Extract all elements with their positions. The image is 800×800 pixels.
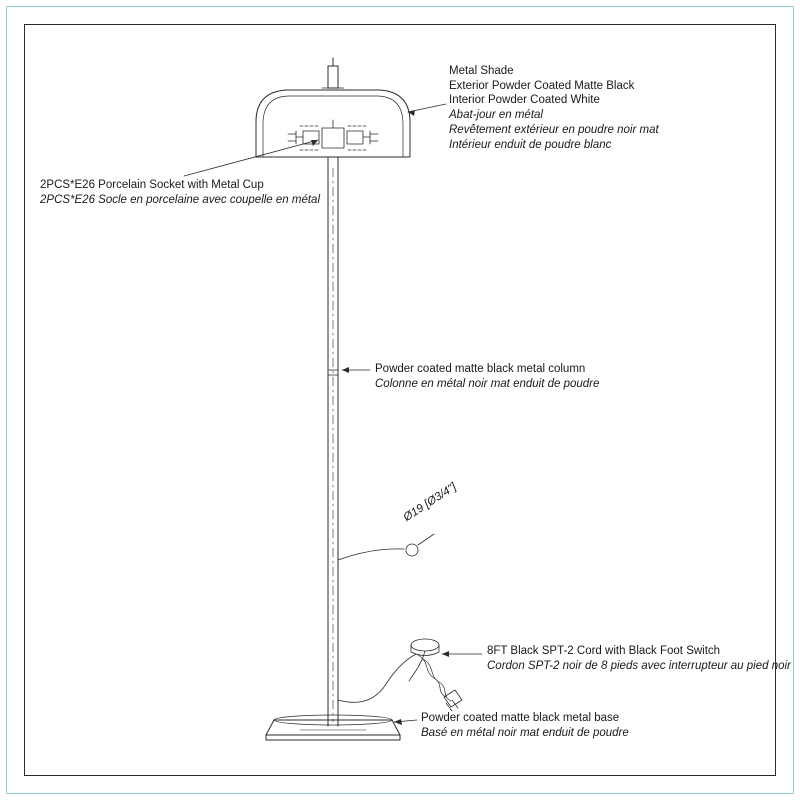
dimension-label-diameter: Ø19 [Ø3/4"] <box>401 481 459 524</box>
power-cord <box>338 544 462 711</box>
callout-shade-fr-1: Abat-jour en métal <box>449 109 543 122</box>
callout-socket <box>40 178 320 207</box>
shade-finial <box>328 58 338 88</box>
callout-shade-en-1: Metal Shade <box>449 65 514 77</box>
callout-shade-fr-3: Intérieur enduit de poudre blanc <box>449 138 612 151</box>
callout-column <box>375 362 599 391</box>
callout-metal-shade <box>449 64 659 152</box>
callout-column-fr-1: Colonne en métal noir mat enduit de poudre <box>375 377 600 390</box>
metal-column <box>328 157 338 726</box>
socket-assembly <box>288 120 378 150</box>
callout-cord-fr-1: Cordon SPT-2 noir de 8 pieds avec interrupteur au pied noir <box>487 659 791 672</box>
callout-shade-fr-2: Revêtement extérieur en poudre noir mat <box>449 123 659 136</box>
callout-shade-en-3: Interior Powder Coated White <box>449 94 600 107</box>
callout-cord <box>487 644 791 673</box>
callout-base <box>421 711 629 740</box>
callout-socket-en-1: 2PCS*E26 Porcelain Socket with Metal Cup <box>40 179 264 191</box>
callout-base-en-1: Powder coated matte black metal base <box>421 712 620 724</box>
callout-shade-en-2: Exterior Powder Coated Matte Black <box>449 79 635 92</box>
callout-socket-fr-1: 2PCS*E26 Socle en porcelaine avec coupelle en métal <box>40 193 321 206</box>
callout-base-fr-1: Basé en métal noir mat enduit de poudre <box>421 726 629 739</box>
callout-cord-en-1: 8FT Black SPT-2 Cord with Black Foot Switch <box>487 645 721 657</box>
callout-column-en-1: Powder coated matte black metal column <box>375 363 586 375</box>
